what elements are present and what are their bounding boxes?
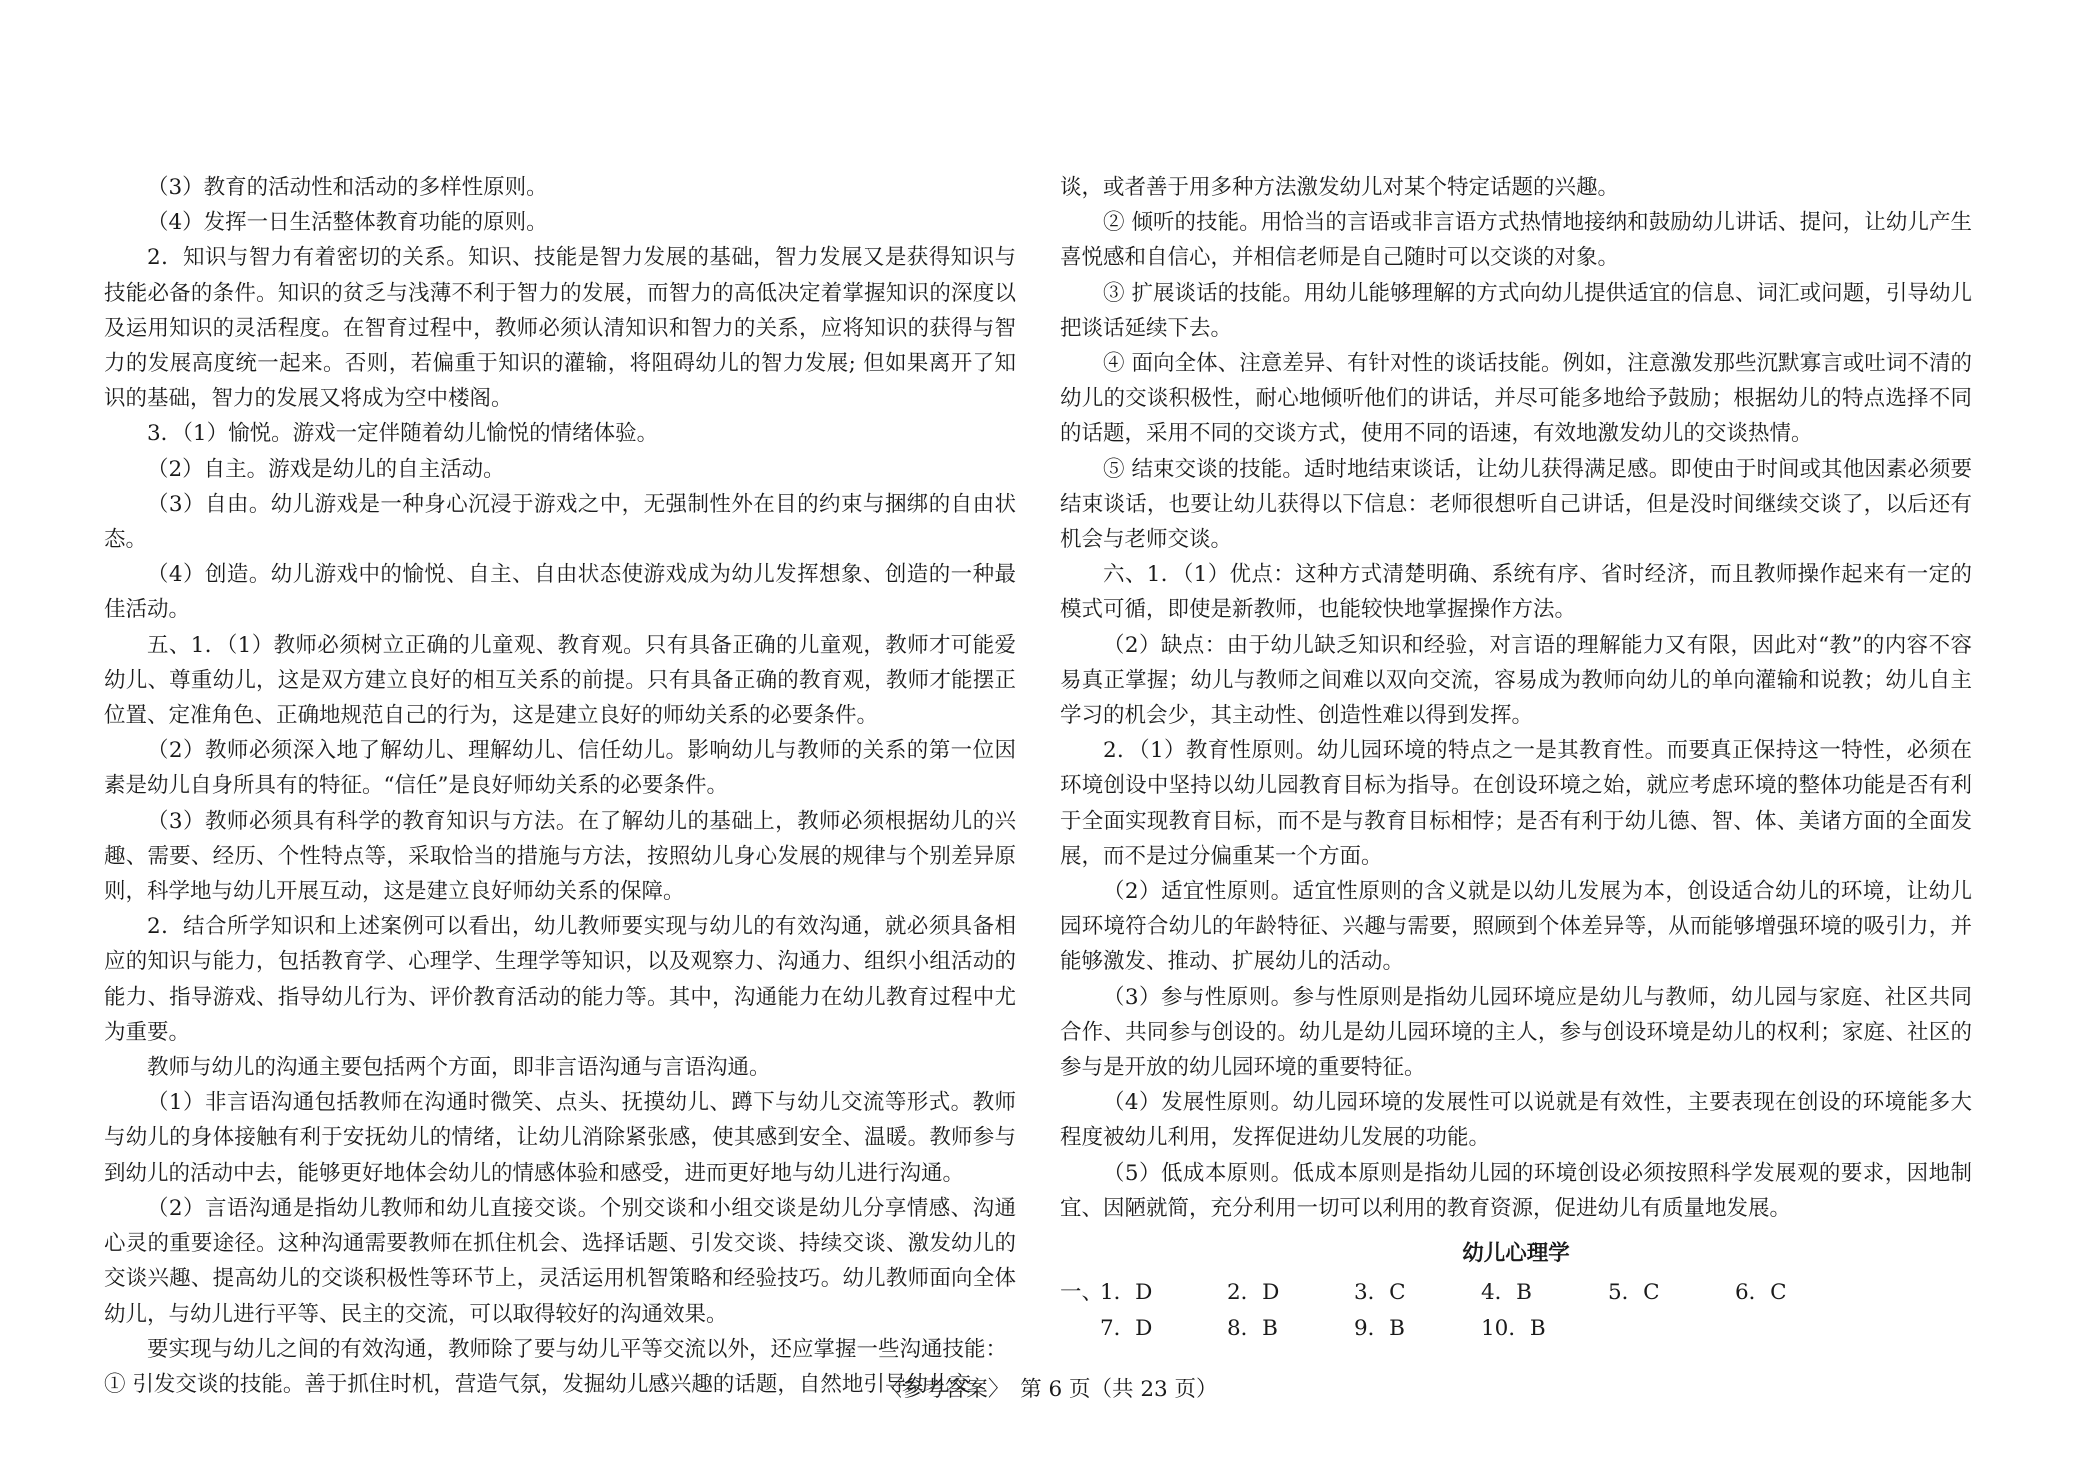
paragraph: 3．（1）愉悦。游戏一定伴随着幼儿愉悦的情绪体验。 <box>147 421 659 447</box>
paragraph: （2）适宜性原则。适宜性原则的含义就是以幼儿发展为本，创设适合幼儿的环境，让幼儿园环境符合幼儿的年龄特征、兴趣与需要，照顾到个体差异等，从而能够增强环境的吸引力，并能够激发、推动、扩展幼儿的活动。 <box>1060 879 1972 975</box>
answer-item: 8．B <box>1227 1315 1278 1341</box>
paragraph: （2）缺点：由于幼儿缺乏知识和经验，对言语的理解能力又有限，因此对“教”的内容不容易真正掌握；幼儿与教师之间难以双向交流，容易成为教师向幼儿的单向灌输和说教；幼儿自主学习的机会少，其主动性、创造性难以得到发挥。 <box>1060 632 1972 729</box>
paragraph: （3）自由。幼儿游戏是一种身心沉浸于游戏之中，无强制性外在目的约束与捆绑的自由状态。 <box>104 491 1016 553</box>
paragraph: 谈，或者善于用多种方法激发幼儿对某个特定话题的兴趣。 <box>1060 175 1620 200</box>
paragraph: ④ 面向全体、注意差异、有针对性的谈话技能。例如，注意激发那些沉默寡言或吐词不清的幼儿的交谈积极性，耐心地倾听他们的讲话，并尽可能多地给予鼓励；根据幼儿的特点选择不同的话题，采用不同的交谈方式，使用不同的语速，有效地激发幼儿的交谈热情。 <box>1060 351 1972 447</box>
answer-item: 9．B <box>1354 1315 1405 1341</box>
paragraph: 2．（1）教育性原则。幼儿园环境的特点之一是其教育性。而要真正保持这一特性，必须在环境创设中坚持以幼儿园教育目标为指导。在创设环境之始，就应考虑环境的整体功能是否有利于全面实现教育目标，而不是与教育目标相悖；是否有利于幼儿德、智、体、美诸方面的全面发展，而不是过分偏重某一个方面。 <box>1060 738 1972 869</box>
answers-prefix: 一、 <box>1060 1280 1104 1306</box>
paragraph: ⑤ 结束交谈的技能。适时地结束谈话，让幼儿获得满足感。即使由于时间或其他因素必须要结束谈话，也要让幼儿获得以下信息：老师很想听自己讲话，但是没时间继续交谈了，以后还有机会与老师交谈。 <box>1060 456 1972 553</box>
paragraph: ③ 扩展谈话的技能。用幼儿能够理解的方式向幼儿提供适宜的信息、词汇或问题，引导幼儿把谈话延续下去。 <box>1060 280 1972 341</box>
answer-item: 10．B <box>1481 1315 1546 1341</box>
paragraph: 六、1．（1）优点：这种方式清楚明确、系统有序、省时经济，而且教师操作起来有一定的模式可循，即使是新教师，也能较快地掌握操作方法。 <box>1060 562 1972 623</box>
answer-item: 5．C <box>1608 1280 1660 1306</box>
paragraph: 2．知识与智力有着密切的关系。知识、技能是智力发展的基础，智力发展又是获得知识与技能必备的条件。知识的贫乏与浅薄不利于智力的发展，而智力的高低决定着掌握知识的深度以及运用知识的灵活程度。在智育过程中，教师必须认清知识和智力的关系，应将知识的获得与智力的发展高度统一起来。否则，若偏重于知识的灌输，将阻碍幼儿的智力发展; 但如果离开了知识的基础，智力的发展又将成为空中楼阁。 <box>104 245 1016 412</box>
right-paragraphs <box>1060 170 1972 1226</box>
paragraph: （5）低成本原则。低成本原则是指幼儿园的环境创设必须按照科学发展观的要求，因地制宜、因陋就简，充分利用一切可以利用的教育资源，促进幼儿有质量地发展。 <box>1060 1160 1972 1221</box>
answers-row-1 <box>1060 1275 1972 1310</box>
answer-item: 3．C <box>1354 1280 1406 1306</box>
paragraph: ② 倾听的技能。用恰当的言语或非言语方式热情地接纳和鼓励幼儿讲话、提问，让幼儿产生喜悦感和自信心，并相信老师是自己随时可以交谈的对象。 <box>1060 210 1972 271</box>
paragraph: （3）教师必须具有科学的教育知识与方法。在了解幼儿的基础上，教师必须根据幼儿的兴趣、需要、经历、个性特点等，采取恰当的措施与方法，按照幼儿身心发展的规律与个别差异原则，科学地与幼儿开展互动，这是建立良好师幼关系的保障。 <box>104 808 1016 905</box>
paragraph: （4）发展性原则。幼儿园环境的发展性可以说就是有效性，主要表现在创设的环境能多大程度被幼儿利用，发挥促进幼儿发展的功能。 <box>1060 1090 1972 1151</box>
paragraph: （2）言语沟通是指幼儿教师和幼儿直接交谈。个别交谈和小组交谈是幼儿分享情感、沟通心灵的重要途径。这种沟通需要教师在抓住机会、选择话题、引发交谈、持续交谈、激发幼儿的交谈兴趣、提高幼儿的交谈积极性等环节上，灵活运用机智策略和经验技巧。幼儿教师面向全体幼儿，与幼儿进行平等、民主的交流，可以取得较好的沟通效果。 <box>104 1195 1016 1327</box>
paragraph: 教师与幼儿的沟通主要包括两个方面，即非言语沟通与言语沟通。 <box>147 1055 771 1081</box>
answer-item: 4．B <box>1481 1280 1532 1306</box>
paragraph: 要实现与幼儿之间的有效沟通，教师除了要与幼儿平等交流以外，还应掌握一些沟通技能： <box>147 1336 1008 1362</box>
paragraph: （3）参与性原则。参与性原则是指幼儿园环境应是幼儿与教师，幼儿园与家庭、社区共同合作、共同参与创设的。幼儿是幼儿园环境的主人，参与创设环境是幼儿的权利；家庭、社区的参与是开放的幼儿园环境的重要特征。 <box>1060 984 1972 1081</box>
answer-item: 7．D <box>1100 1315 1153 1341</box>
paragraph: 五、1．（1）教师必须树立正确的儿童观、教育观。只有具备正确的儿童观，教师才可能爱幼儿、尊重幼儿，这是双方建立良好的相互关系的前提。只有具备正确的教育观，教师才能摆正位置、定准角色、正确地规范自己的行为，这是建立良好的师幼关系的必要条件。 <box>104 632 1016 729</box>
paragraph: 2．结合所学知识和上述案例可以看出，幼儿教师要实现与幼儿的有效沟通，就必须具备相应的知识与能力，包括教育学、心理学、生理学等知识，以及观察力、沟通力、组织小组活动的能力、指导游戏、指导幼儿行为、评价教育活动的能力等。其中，沟通能力在幼儿教育过程中尤为重要。 <box>104 914 1016 1045</box>
answer-item: 2．D <box>1227 1280 1280 1306</box>
right-column <box>1060 170 1972 1346</box>
paragraph: （1）非言语沟通包括教师在沟通时微笑、点头、抚摸幼儿、蹲下与幼儿交流等形式。教师与幼儿的身体接触有利于安抚幼儿的情绪，让幼儿消除紧张感，使其感到安全、温暖。教师参与到幼儿的活动中去，能够更好地体会幼儿的情感体验和感受，进而更好地与幼儿进行沟通。 <box>104 1090 1016 1186</box>
paragraph: （3）教育的活动性和活动的多样性原则。 <box>147 175 548 200</box>
paragraph: （2）自主。游戏是幼儿的自主活动。 <box>147 456 505 482</box>
answers-row-2 <box>1060 1311 1972 1346</box>
paragraph: ① 引发交谈的技能。善于抓住时机，营造气氛，发掘幼儿感兴趣的话题，自然地引导幼儿交 <box>104 1371 971 1397</box>
paragraph: （4）创造。幼儿游戏中的愉悦、自主、自由状态使游戏成为幼儿发挥想象、创造的一种最佳活动。 <box>104 562 1016 623</box>
page-footer: 〈参考答案〉 第 6 页（共 23 页） <box>880 1377 1218 1402</box>
section-title: 幼儿心理学 <box>1462 1241 1570 1267</box>
paragraph: （2）教师必须深入地了解幼儿、理解幼儿、信任幼儿。影响幼儿与教师的关系的第一位因素是幼儿自身所具有的特征。“信任”是良好师幼关系的必要条件。 <box>104 738 1016 799</box>
paragraph: （4）发挥一日生活整体教育功能的原则。 <box>147 210 548 236</box>
answer-item: 1．D <box>1100 1280 1153 1306</box>
answer-item: 6．C <box>1735 1280 1787 1306</box>
left-column <box>104 170 1016 1402</box>
